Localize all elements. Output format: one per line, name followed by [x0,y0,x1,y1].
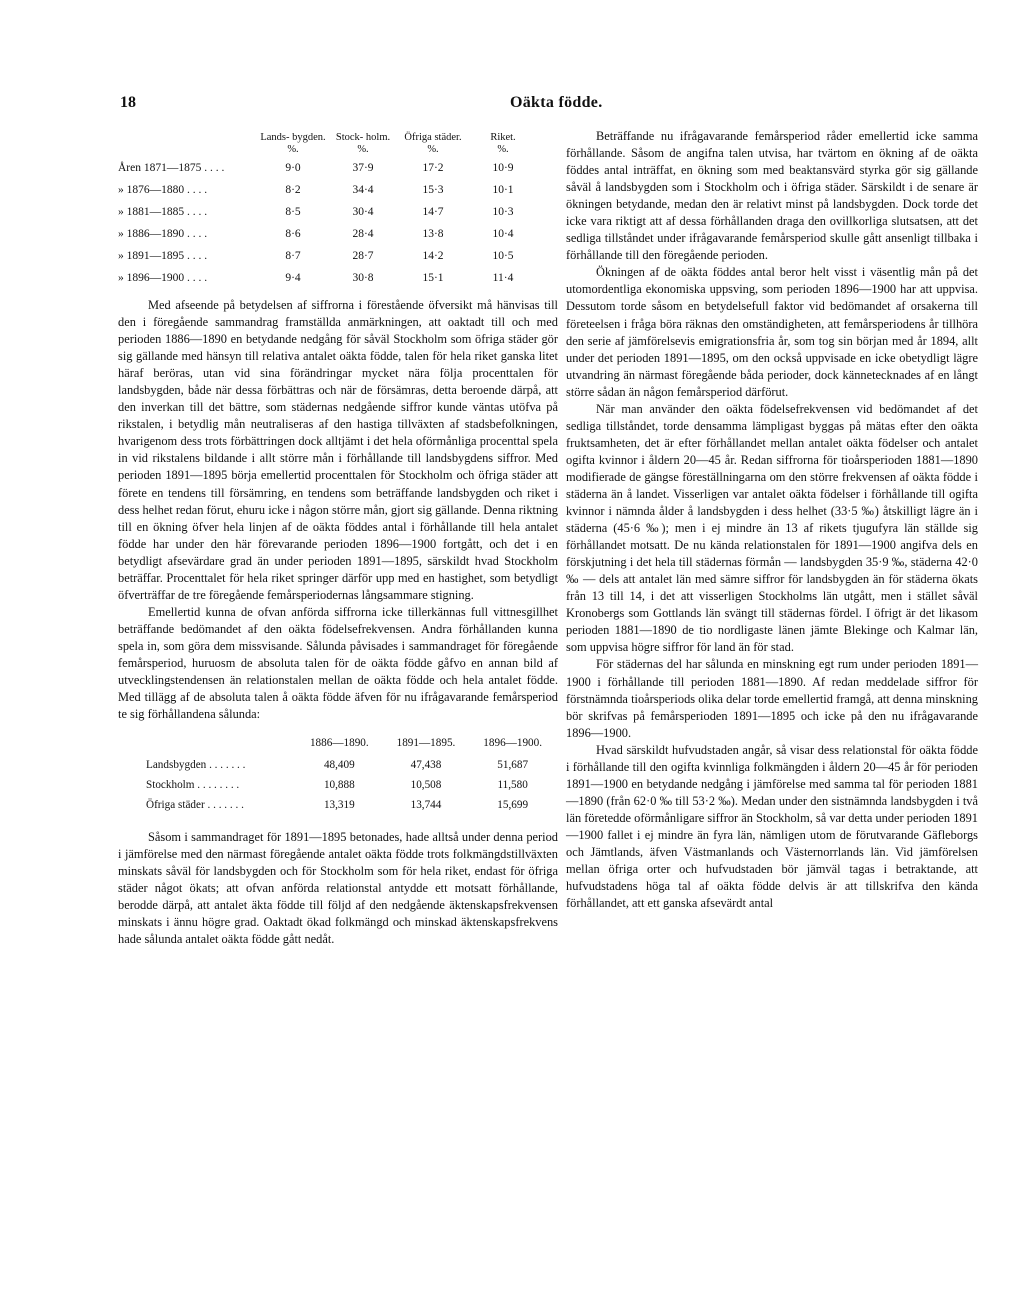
cell: 51,687 [497,759,529,772]
cell: 10·5 [492,250,514,262]
cell: 15·3 [422,184,444,196]
left-column [118,128,558,949]
cell: 8·5 [285,206,301,218]
right-paragraph-1: Beträffande nu ifrågavarande femårsperiod råder emellertid icke samma förhållande. Såsom de angifna talen utvisa, har tvärtom en ökning af de oäkta föddes antal inträffat, en ökning som med beaktansvärd styrka gör sig gällande såväl å landsbygden som i Stockholm och i öfriga städer. Särskildt i de senare är ökningen betydande, medan den är relativt minst på landsbygden. Dock torde det icke vara riktigt att af dessa förhållanden draga den ovillkorliga slutsatsen, att det sedliga tillståndet under ifrågavarande femårsperiod skulle gått ansenligt tillbaka i förhållande till den föregående perioden. [566,129,978,263]
row-label: Öfriga städer . . . . . . . [146,799,244,812]
cell: 48,409 [323,759,355,772]
cell: 13,319 [323,799,355,812]
table-row [118,245,538,267]
cell: 13,744 [410,799,442,812]
cell: 10,888 [323,779,355,792]
table2-header: 1896—1900. [483,737,543,750]
table-row [118,267,538,289]
right-column [566,128,978,912]
table-row [118,223,538,245]
cell: 10·4 [492,228,514,240]
cell: 10·9 [492,162,514,174]
row-label: » 1881—1885 . . . . [118,206,208,218]
table1-header: Öfriga städer. [404,132,462,143]
cell: 8·7 [285,250,301,262]
absolute-numbers-table [146,737,556,815]
cell: 30·8 [352,272,374,284]
cell: 10·3 [492,206,514,218]
cell: 15·1 [422,272,444,284]
running-title: Oäkta födde. [510,94,603,111]
table1-units-row [118,143,538,157]
cell: 9·0 [285,162,301,174]
cell: 28·4 [352,228,374,240]
table-row [118,179,538,201]
cell: 15,699 [497,799,529,812]
row-label: » 1891—1895 . . . . [118,250,208,262]
cell: 47,438 [410,759,442,772]
cell: 17·2 [422,162,444,174]
row-label: Stockholm . . . . . . . . [146,779,240,792]
unit-label: %. [497,144,509,155]
table-row [118,201,538,223]
row-label: » 1886—1890 . . . . [118,228,208,240]
cell: 8·2 [285,184,301,196]
cell: 14·2 [422,250,444,262]
table1-header: Stock- holm. [335,132,391,143]
cell: 13·8 [422,228,444,240]
table1-header: Lands- bygden. [260,132,326,143]
table1-header: Riket. [490,132,516,143]
cell: 30·4 [352,206,374,218]
page-number: 18 [120,94,136,111]
row-label: » 1896—1900 . . . . [118,272,208,284]
cell: 10,508 [410,779,442,792]
table2-header: 1891—1895. [396,737,456,750]
cell: 11,580 [497,779,528,792]
table-row [118,157,538,179]
table-row [146,755,556,775]
left-paragraph-3: Såsom i sammandraget för 1891—1895 betonades, hade alltså under denna period i jämförelse med den närmast föregående antalet oäkta födde trots folkmängdstillväxten minskats såväl för landsbygden och för Stockholm som för hela riket, endast för öfriga städer något ökats; att ofvan anförda relationstal antydde ett motsatt förhållande, berodde därpå, att antalet äkta födde till följd af den nedgående äktenskapsfrekvensen minskats i ännu högre grad. Oaktadt ökad folkmängd och minskad äktenskapsfrekvens hade sålunda antalet oäkta födde gått nedåt. [118,830,558,947]
right-paragraph-3: När man använder den oäkta födelsefrekvensen vid bedömandet af det sedliga tillståndet, torde densamma lämpligast byggas på mätas efter den oäkta fruktsamheten, det är efter förhållandet mellan antalet oäkta födelser och antalet ogifta kvinnor i åldern 20—45 år. Redan siffrorna för tioårsperioden 1881—1890 modifierade de gängse föreställningarna om den större frekvensen af oäkta födde i städerna än å landet. Visserligen var antalet oäkta födelser i förhållande till ogifta kvinnor i nämnda ålder å landsbygden i dess helhet (33·5 ‰) åtskilligt lägre än i städerna (45·6 ‰); men i ej mindre än 13 af rikets tjugufyra län ställde sig förhållandet motsatt. De nu kända relationstalen för 1891—1900 angifva dels en förskjutning i det hela till städernas förmån — landsbygden 35·9 ‰, städerna 42·0 ‰ — dels att antalet län med sämre siffror för landsbygden än för städerna ökats från 13 till 14, i det att visserligen Stockholms län utgått, men i stället såväl Kronobergs som Gottlands län svängt till städernas fördel. I öfrigt är det likasom perioden 1881—1890 de tio nordligaste länen jämte Blekinge och Kalmar län, som uppvisa högre siffror för land än för stad. [566,401,978,655]
right-paragraph-4: För städernas del har sålunda en minskning egt rum under perioden 1891—1900 i förhållande till perioden 1881—1890. Af redan meddelade siffror för förstnämnda tioårsperiods olika delar torde emellertid framgå, att denna minskning bör skrifvas på femårsperioden 1891—1895 och icke på den nu ifrågavarande 1896—1900. [566,657,978,740]
cell: 28·7 [352,250,374,262]
cell: 37·9 [352,162,374,174]
table-row [146,775,556,795]
left-paragraph-2: Emellertid kunna de ofvan anförda siffrorna icke tillerkännas full vittnesgillhet beträffande bedömandet af den oäkta födelsefrekvensen. Andra förhållanden kunna spela in, som göra dem missvisande. Sålunda påvisades i sammandraget för föregående femårsperiod, huruosm de absoluta talen för de oäkta födde gåfvo en annan bild af utvecklingstendensen än relationstalen mellan de oäkta födde och hela antalet födde. Med tillägg af de absoluta talen å oäkta födde äfven för nu ifrågavarande femårsperiod te sig förhållandena sålunda: [118,604,558,722]
right-paragraph-2: Ökningen af de oäkta föddes antal beror helt visst i väsentlig mån på det utomordentliga ekonomiska uppsving, som perioden 1896—1900 har att uppvisa. Dessutom torde såsom en betydelsefull faktor vid bedömandet af orsakerna till företeelsen i fråga böra räknas den omständigheten, att femårsperiodens år tillhöra den serie af jämförelsevis emigrationsfria år, som tog sin början med år 1894, allt under det perioden 1891—1895, om den också uppvisade en icke obetydligt lägre utvandring än närmast föregående båda perioder, dock kännetecknades af en långt större sådan än någon femårsperiod därförut. [566,265,978,399]
unit-label: %. [427,144,439,155]
row-label: » 1876—1880 . . . . [118,184,208,196]
unit-label: %. [287,144,299,155]
cell: 34·4 [352,184,374,196]
cell: 14·7 [422,206,444,218]
right-paragraph-5: Hvad särskildt hufvudstaden angår, så visar dess relationstal för oäkta födde i förhållande till den ogifta kvinnliga folkmängden i åldern 20—45 år för perioden 1891—1900 en betydande nedgång i jämförelse med samma tal för perioden 1881—1890 (från 62·0 ‰ till 53·2 ‰). Medan under den sistnämnda landsbygden i två län företedde oförmånligare siffror än Stockholm, så var detta under perioden 1891—1900 fallet i ej mindre än fyra län, nämligen utom de förutvarande Gäfleborgs och Jämtlands, äfven Västmanlands och Västernorrlands län. Vid jämförelsen mellan öfriga orter och hufvudstaden bör jämväl tagas i betraktande, att hufvudstadens höga tal af oäkta födde delvis är att tillskrifva den kända förhållandet, att ett ganska afsevärdt antal [566,742,978,911]
cell: 8·6 [285,228,301,240]
unit-label: %. [357,144,369,155]
table-row [146,795,556,815]
row-label: Åren 1871—1875 . . . . [118,162,225,174]
left-paragraph-1: Med afseende på betydelsen af siffrorna i förestående öfversikt må hänvisas till den i föregående sammandrag framställda anmärkningen, att oaktadt till och med perioden 1886—1890 en betydande nedgång för såväl Stockholm som öfriga städer gör sig gällande med hänsyn till relativa antalet oäkta födde, talen för hela riket ganska litet häraf beröras, utan vid sina förändringar mycket nära följa procenttalen för landsbygden, både när dessa förbättras och när de försämras, detta beroende därpå, att den inverkan till det bättre, som städernas nedgående siffror kunde väntas utöfva på rikstalen, i betydlig mån neutraliseras af den hastiga tillväxten af stadsbefolkningen, hvarigenom dess trots förbättringen dock alltjämt i det hela oförmånliga procenttal spela in vid rikstalens bildande i allt större mån i förhållande till landsbygdens siffror. Med perioden 1891—1895 börja emellertid procenttalen för Stockholm och öfriga städer att förete en tendens till försämring, en tendens som beträffande landsbygden och riket i dess helhet redan förut, ehuru icke i någon större mån, gjort sig gällande. Denna riktning till en ökning öfver hela linjen af de oäkta föddes antal i förhållande till hela antalet födde har under den här förevarande perioden 1896—1900 fortgått, och det i en betydligt afsevärdare grad än under perioden 1891—1895, särskildt hvad Stockholm beträffar. Procenttalet för hela riket springer därför upp med en hastighet, som betydligt öfverträffar de tre föregående femårsperiodernas långsammare stigning. [118,298,558,602]
cell: 10·1 [492,184,514,196]
row-label: Landsbygden . . . . . . . [146,759,246,772]
table2-header: 1886—1890. [309,737,369,750]
cell: 11·4 [492,272,514,284]
cell: 9·4 [285,272,301,284]
percentage-table [118,132,538,289]
